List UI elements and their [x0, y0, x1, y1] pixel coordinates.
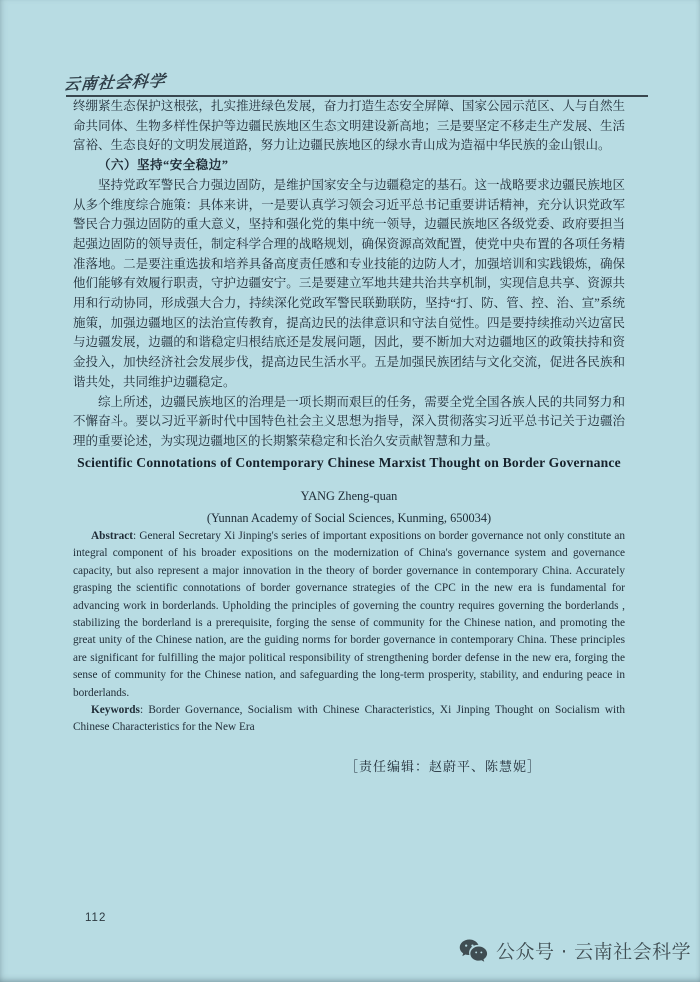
journal-logo: 云南社会科学 [62, 73, 167, 94]
section-heading: （六）坚持“安全稳边” [98, 158, 229, 173]
abstract-label: Abstract [91, 530, 134, 542]
english-abstract-block [73, 528, 625, 737]
watermark-text: 公众号 · 云南社会科学 [496, 941, 692, 963]
wechat-icon [459, 938, 489, 964]
author-name: YANG Zheng-quan [300, 489, 398, 503]
keywords-label: Keywords [91, 704, 140, 717]
keywords-paragraph [73, 702, 625, 737]
paragraph-continuation: 终绷紧生态保护这根弦，扎实推进绿色发展，奋力打造生态安全屏障、国家公园示范区、人与自然生命共同体、生物多样性保护等边疆民族地区生态文明建设新高地；三是要坚定不移走生产发展、生活富裕、生态良好的文明发展道路，努力让边疆民族地区的绿水青山成为造福中华民族的金山银山。 [73, 99, 625, 153]
wechat-watermark [459, 937, 691, 964]
page-number: 112 [85, 912, 107, 924]
abstract-text: : General Secretary Xi Jinping's series of important expositions on border governance not only constitute an integral component of his broader expositions on the modernization of China's governance system and governance capacity, but also represent a major innovation in the theory of border governance in contemporary China. Accurately grasping the scientific connotations of border governance strategies of the CPC in the new era is fundamental for advancing work in borderlands. Upholding the principles of governing the country requires governing the borderlands , stabilizing the borderland is a prerequisite, forging the sense of community for the Chinese nation, and promoting the great unity of the Chinese nation, are the guiding norms for border governance in contemporary China. These principles are significant for fulfilling the major political responsibility of strengthening border defense in the new era, forging the sense of community for the Chinese nation, and safeguarding the long-term prosperity, stability, and enduring peace in borderlands. [73, 530, 625, 699]
paragraph-summary: 综上所述，边疆民族地区的治理是一项长期而艰巨的任务，需要全党全国各族人民的共同努力和不懈奋斗。要以习近平新时代中国特色社会主义思想为指导，深入贯彻落实习近平总书记关于边疆治理的重要论述，为实现边疆地区的长期繁荣稳定和长治久安贡献智慧和力量。 [73, 394, 625, 448]
english-title: Scientific Connotations of Contemporary Chinese Marxist Thought on Border Governance [77, 455, 621, 470]
editor-credit: ［责任编辑：赵蔚平、陈慧妮］ [344, 759, 541, 774]
author-affiliation: (Yunnan Academy of Social Sciences, Kunming, 650034) [206, 511, 492, 525]
paragraph-security-border: 坚持党政军警民合力强边固防，是维护国家安全与边疆稳定的基石。这一战略要求边疆民族地区从多个维度综合施策：具体来讲，一是要认真学习领会习近平总书记重要讲话精神，充分认识党政军警民合力强边固防的重大意义，坚持和强化党的集中统一领导，边疆民族地区各级党委、政府要担当起强边固防的领导责任，制定科学合理的战略规划，确保资源高效配置，使党中央布置的各项任务精准落地。二是要注重选拔和培养具备高度责任感和专业技能的边防人才，加强培训和实践锻炼，确保他们能够有效履行职责，守护边疆安宁。三是要建立军地共建共治共享机制，实现信息共享、资源共用和行动协同，形成强大合力，持续深化党政军警民联勤联防，坚持“打、防、管、控、治、宣”系统施策，加强边疆地区的法治宣传教育，提高边民的法律意识和守法自觉性。四是要持续推动兴边富民与边疆发展，边疆的和谐稳定归根结底还是发展问题，因此，要不断加大对边疆地区的政策扶持和资金投入，加快经济社会发展步伐，提高边民生活水平。五是加强民族团结与文化交流，促进各民族和谐共处，共同维护边疆稳定。 [73, 177, 625, 389]
abstract-paragraph [73, 528, 625, 702]
keywords-text: : Border Governance, Socialism with Chinese Characteristics, Xi Jinping Thought on Socialism with Chinese Characteristics for the New Era [73, 704, 625, 734]
chinese-body-text [73, 97, 625, 452]
